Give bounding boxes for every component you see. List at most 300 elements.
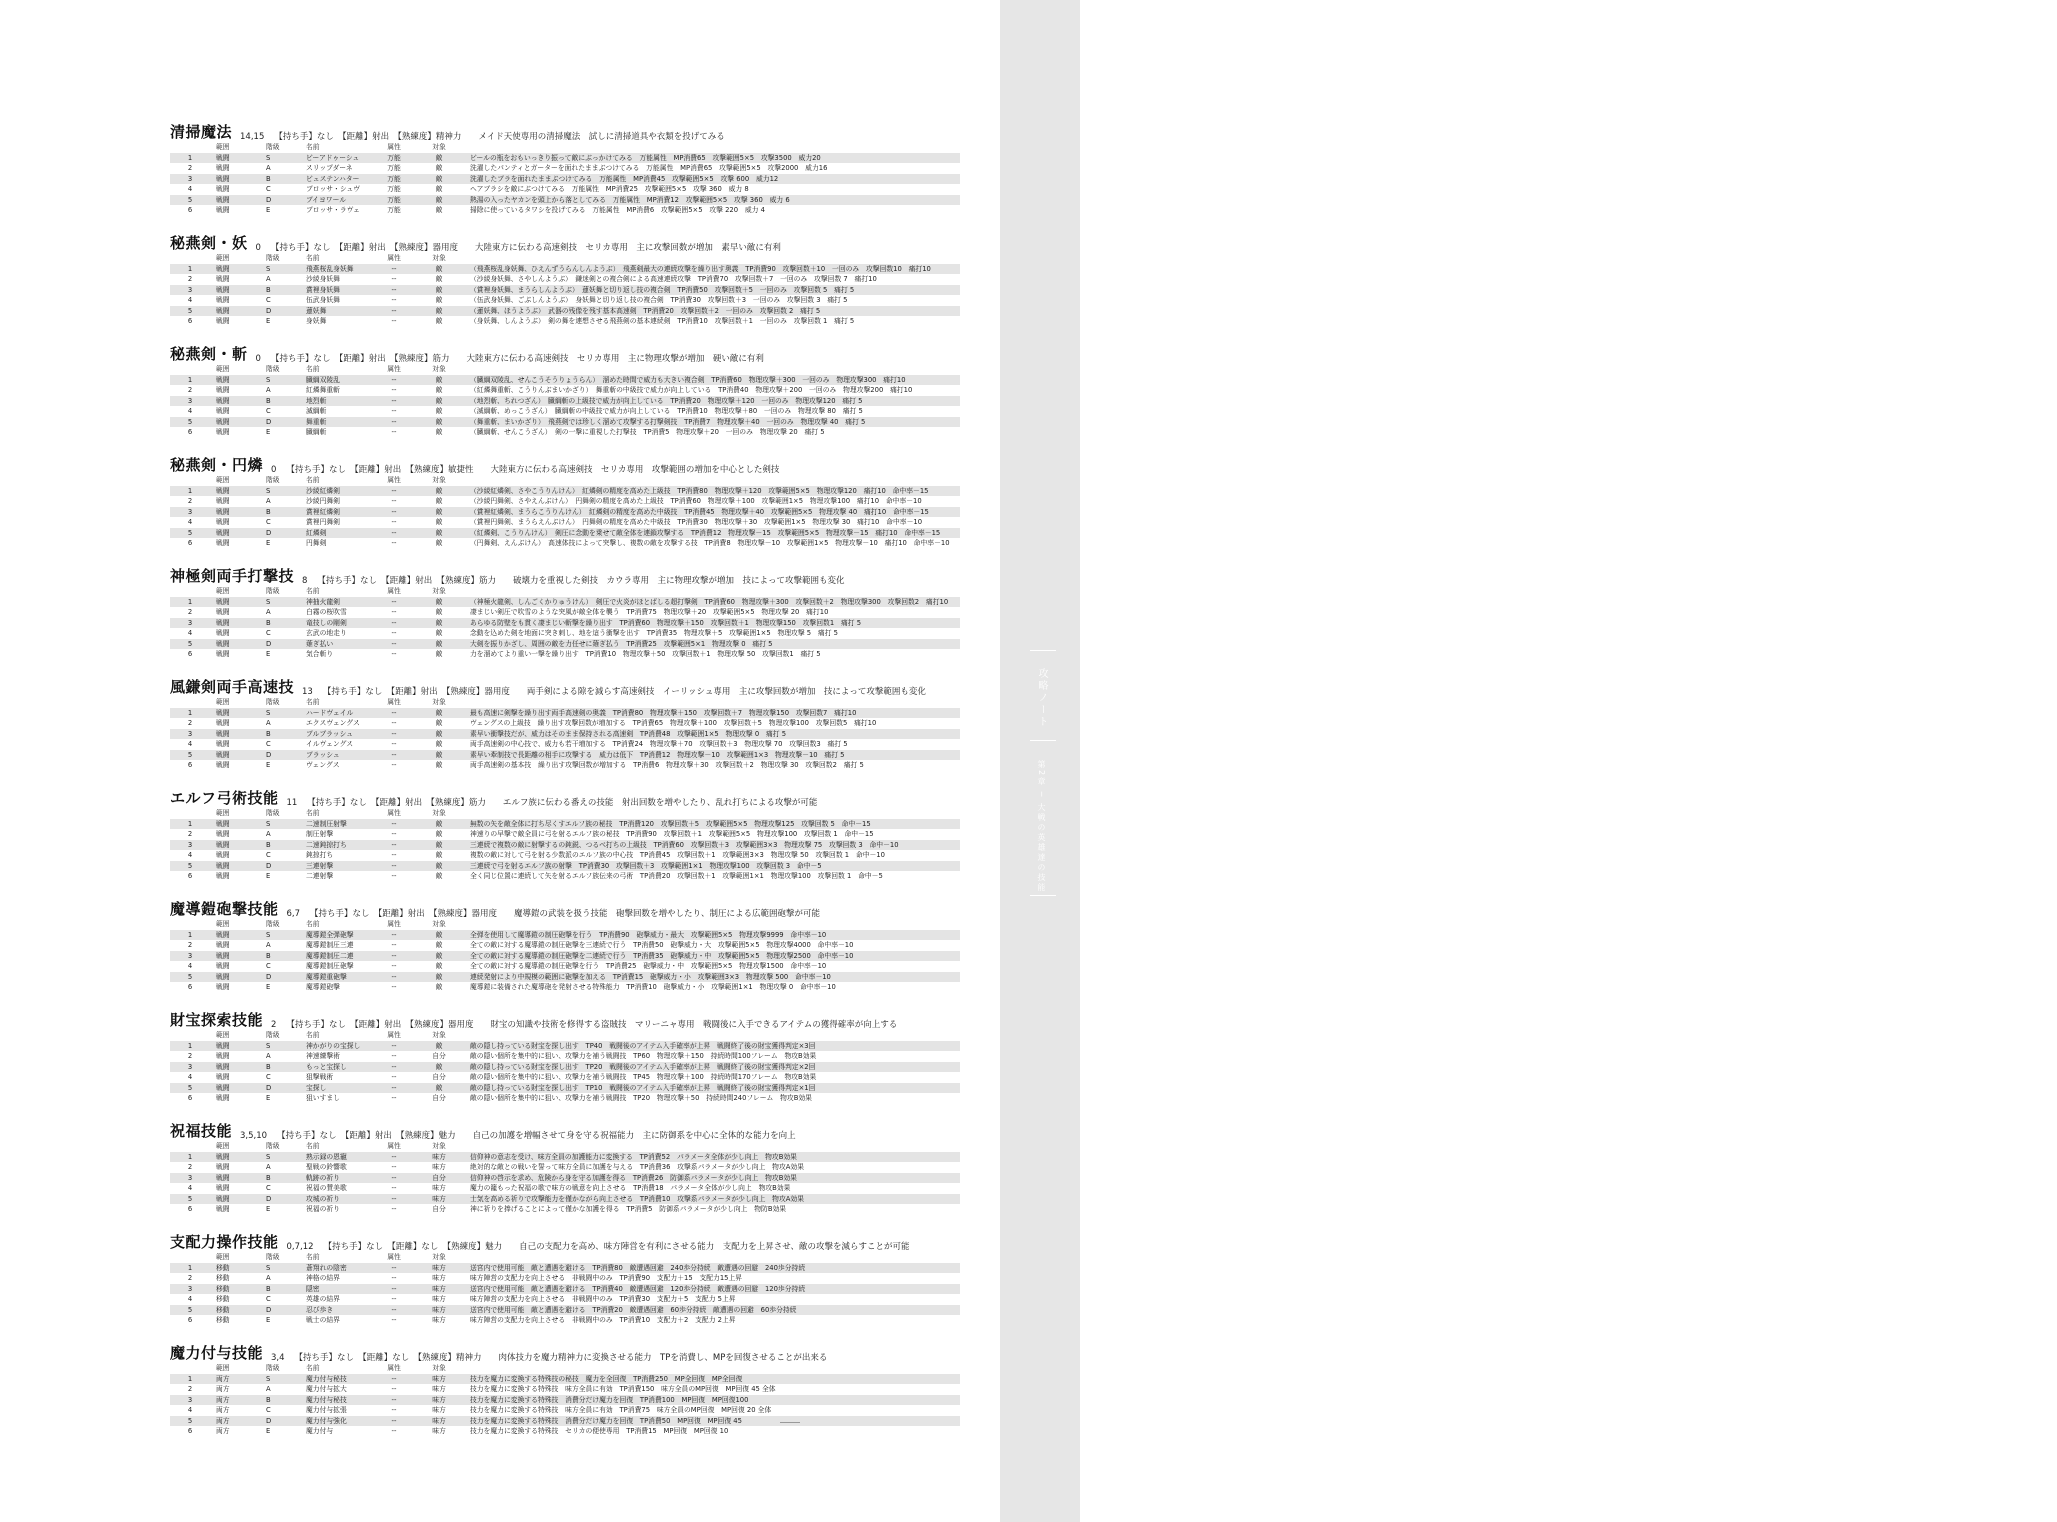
table-cell: 技力を魔力に変換する特殊技 消費分だけ魔力を回復 TP消費50 MP回復 MP回復 45 [470, 1416, 742, 1425]
table-cell: -- [391, 608, 397, 616]
section-title: 風鎌剣両手高速技 [170, 678, 295, 696]
table-row [170, 829, 960, 840]
table-cell: 味方 [432, 1163, 446, 1171]
column-header: 名前 [306, 809, 320, 817]
table-row [170, 316, 960, 327]
table-cell: 敵 [435, 518, 443, 526]
table-cell: -- [391, 1205, 397, 1213]
skill-section [170, 229, 960, 340]
table-cell: 沙綾紅燐剣 [306, 486, 340, 495]
table-cell: 戦闘 [216, 1194, 230, 1203]
table-cell: 味方 [432, 1184, 446, 1192]
table-cell: 敵 [435, 930, 443, 939]
table-cell: 滅綱斬 [306, 407, 327, 415]
table-cell: 狙撃戦術 [306, 1073, 334, 1081]
table-cell: 味方 [432, 1194, 446, 1203]
table-cell: 神に祈りを捧げることによって僅かな加護を得る TP消費5 防御系パラメータが少し向上 物防B効果 [470, 1205, 787, 1213]
table-cell: 5 [187, 528, 193, 537]
table-row [170, 153, 960, 164]
table-cell: S [266, 153, 271, 162]
table-cell: 敵 [435, 750, 443, 759]
table-row [170, 184, 960, 195]
table-cell: 送宮内で使用可能 敵と遭遇を避ける TP消費40 敵遭遇回避 120歩分持続 敵遭遇の回避 120歩分持続 [470, 1284, 806, 1293]
table-row [170, 406, 960, 417]
table-cell: -- [391, 819, 397, 828]
table-cell: 戦闘 [216, 729, 230, 738]
section-title: 神極剣両手打撃技 [170, 567, 295, 585]
section-header [170, 784, 960, 808]
table-header-row [170, 808, 960, 819]
chapter-sidebar [1000, 0, 2057, 1522]
table-cell: C [266, 1406, 271, 1414]
column-header: 階級 [266, 587, 280, 595]
table-cell: 両手高速剣の中心技で、威力も若干増加する TP消費24 物理攻撃＋70 攻撃回数＋3 物理攻撃 70 攻撃回数3 痛打 5 [470, 740, 848, 748]
table-cell: 戦闘 [216, 1205, 230, 1213]
section-header [170, 562, 960, 586]
table-cell: 万能 [387, 174, 401, 183]
table-cell: 敵 [435, 396, 443, 405]
table-cell: 戦闘 [216, 761, 230, 769]
column-header: 範囲 [216, 1031, 230, 1039]
table-cell: 両方 [216, 1395, 230, 1404]
table-cell: 敵 [435, 840, 443, 849]
table-cell: E [266, 1205, 271, 1213]
table-cell: 戦闘 [216, 164, 230, 172]
table-row [170, 1204, 960, 1215]
table-cell: C [266, 740, 271, 748]
table-cell: 3 [187, 951, 193, 960]
table-cell: 敵 [435, 861, 443, 870]
table-cell: 4 [187, 1295, 193, 1303]
table-cell: 6 [187, 983, 193, 991]
table-cell: 2 [187, 497, 193, 505]
skill-section [170, 673, 960, 784]
table-cell: 竜技しの剛剣 [306, 618, 347, 627]
column-header: 属性 [387, 1253, 401, 1261]
table-row [170, 649, 960, 660]
table-cell: 敵 [435, 275, 443, 283]
table-cell: ハードヴェイル [306, 708, 354, 717]
table-cell: -- [391, 375, 397, 384]
table-cell: -- [391, 1295, 397, 1303]
table-cell: 敵の隠し持っている財宝を探し出す TP20 戦闘後のアイテム入手確率が上昇 戦闘終了後の財宝獲得判定×2回 [470, 1062, 816, 1071]
table-cell: 4 [187, 629, 193, 637]
table-cell: 魔導鎧全弾砲撃 [306, 930, 354, 939]
section-number: 6,7 [286, 909, 301, 919]
table-cell: 3 [187, 1062, 193, 1071]
table-cell: 隠密 [306, 1284, 320, 1293]
table-cell: D [266, 417, 272, 426]
table-cell: 戦闘 [216, 386, 230, 394]
table-cell: 味方 [432, 1374, 446, 1383]
table-row [170, 163, 960, 174]
table-cell: C [266, 1073, 271, 1081]
table-cell: -- [391, 417, 397, 426]
table-cell: B [266, 174, 271, 183]
table-header-row [170, 919, 960, 930]
table-cell: 万能 [387, 164, 401, 172]
table-cell: 敵 [435, 206, 443, 214]
column-header: 階級 [266, 1031, 280, 1039]
skill-section [170, 1006, 960, 1117]
table-cell: 敵の隠い個所を集中的に狙い、攻撃力を補う戦闘技 TP60 物理攻撃＋150 持続時間100フレーム 物攻B効果 [470, 1052, 817, 1060]
table-cell: -- [391, 930, 397, 939]
table-cell: 魔力付与秘技 [306, 1395, 347, 1404]
table-cell: 戦闘 [216, 629, 230, 637]
table-cell: 戦闘 [216, 1083, 230, 1092]
table-cell: 魔力付与 [306, 1427, 334, 1435]
table-row [170, 1395, 960, 1406]
table-cell: 6 [187, 1094, 193, 1102]
skill-section [170, 784, 960, 895]
table-cell: -- [391, 1173, 397, 1182]
table-cell: 戦闘 [216, 285, 230, 294]
table-cell: -- [391, 497, 397, 505]
table-cell: -- [391, 729, 397, 738]
table-row [170, 496, 960, 507]
table-cell: 三連続で複数の敵に射撃するの鈍鋭、つるべ打ちの上級技 TP消費60 攻撃回数＋3 攻撃範囲3×3 物理攻撃 75 攻撃回数 3 命中－10 [470, 840, 899, 849]
table-cell: -- [391, 1284, 397, 1293]
table-cell: A [266, 608, 271, 616]
table-cell: 両方 [216, 1374, 230, 1383]
table-cell: 戦闘 [216, 740, 230, 748]
table-cell: 戦闘 [216, 830, 230, 838]
table-cell: 5 [187, 750, 193, 759]
section-number: 2 [271, 1020, 277, 1030]
table-cell: 聖戦の鈴響歌 [306, 1163, 347, 1171]
column-header: 名前 [306, 1031, 320, 1039]
table-cell: 戦闘 [216, 264, 230, 273]
table-header-row [170, 475, 960, 486]
table-cell: 戦闘 [216, 708, 230, 717]
section-title: 魔力付与技能 [170, 1344, 264, 1362]
table-cell: 味方陣営の支配力を向上させる 非戦闘中のみ TP消費30 支配力＋5 支配力 5上昇 [470, 1295, 736, 1303]
table-cell: 1 [187, 1263, 193, 1272]
table-cell: -- [391, 518, 397, 526]
table-cell: 戦闘 [216, 719, 230, 727]
table-cell: -- [391, 396, 397, 405]
table-cell: 味方 [432, 1305, 446, 1314]
table-cell: ビュステンハター [306, 174, 360, 183]
section-info: 【持ち手】なし 【距離】射出 【熟練度】器用度 大陸東方に伝わる高速剣技 セリカ専用 主に攻撃回数が増加 素早い敵に有利 [270, 243, 781, 253]
table-cell: （滅綱斬、めっこうざん） 臓綱斬の中級技で威力が向上している TP消費10 物理攻撃＋80 一回のみ 物理攻撃 80 痛打 5 [470, 407, 863, 415]
table-cell: 地烈斬 [306, 396, 327, 405]
table-cell: 伍武身妖舞 [306, 296, 340, 304]
table-cell: -- [391, 1073, 397, 1081]
section-number: 8 [302, 576, 308, 586]
table-cell: 敵 [435, 650, 443, 658]
table-cell: 3 [187, 1284, 193, 1293]
table-row [170, 750, 960, 761]
table-cell: 5 [187, 417, 193, 426]
table-cell: -- [391, 285, 397, 294]
table-cell: 神速りの早撃で敵全員に弓を射るエルフ族の秘技 TP消費90 攻撃回数＋1 攻撃範囲5×5 物理攻撃100 攻撃回数 1 命中－15 [470, 830, 874, 838]
column-header: 階級 [266, 1253, 280, 1261]
table-cell: 忍び歩き [306, 1305, 334, 1314]
table-row [170, 628, 960, 639]
table-cell: （伍武身妖舞、ごぶしんようぶ） 身妖舞と切り返し技の複合剣 TP消費30 攻撃回数＋3 一回のみ 攻撃回数 3 痛打 5 [470, 296, 848, 304]
skill-section [170, 340, 960, 451]
table-row [170, 940, 960, 951]
column-header: 範囲 [216, 143, 230, 151]
table-cell: 味方 [432, 1274, 446, 1282]
table-cell: （蓮妖舞、ほうようぶ） 武器の残像を残す基本高速剣 TP消費20 攻撃回数＋2 一回のみ 攻撃回数 2 痛打 5 [470, 306, 821, 315]
table-cell: 敵の隠い個所を集中的に狙い、攻撃力を補う戦闘技 TP20 物理攻撃＋50 持続時間240フレーム 物攻B効果 [470, 1094, 812, 1102]
column-header: 範囲 [216, 587, 230, 595]
table-cell: 5 [187, 1083, 193, 1092]
table-header-row [170, 364, 960, 375]
table-cell: 両方 [216, 1406, 230, 1414]
table-cell: 戦闘 [216, 1094, 230, 1102]
section-header [170, 1006, 960, 1030]
table-cell: 6 [187, 1427, 193, 1435]
table-row [170, 205, 960, 216]
table-cell: 戦闘 [216, 983, 230, 991]
table-row [170, 708, 960, 719]
table-row [170, 195, 960, 206]
table-cell: 凄まじい剣圧で吹雪のような突風が敵全体を襲う TP消費75 物理攻撃＋20 攻撃範囲5×5 物理攻撃 20 痛打10 [470, 608, 829, 616]
table-cell: 素早い牽制技で長距離の相手に攻撃する 威力は低下 TP消費12 物理攻撃－10 攻撃範囲1×3 物理攻撃－10 痛打 5 [470, 750, 845, 759]
table-cell: A [266, 1274, 271, 1282]
table-cell: S [266, 930, 271, 939]
table-cell: （飛燕桜乱身妖舞、ひえんずうらんしんようぶ） 飛燕剣最大の連続攻撃を繰り出す奥義 TP消費90 攻撃回数＋10 一回のみ 攻撃回数10 痛打10 [470, 264, 931, 273]
table-cell: B [266, 951, 271, 960]
table-cell: 戦闘 [216, 275, 230, 283]
table-cell: 敵 [435, 819, 443, 828]
table-cell: C [266, 1295, 271, 1303]
section-info: 【持ち手】なし 【距離】なし 【熟練度】魅力 自己の支配力を高め、味方陣営を有利にさせる能力 支配力を上昇させ、敵の攻撃を減らすことが可能 [323, 1242, 910, 1252]
table-cell: 4 [187, 296, 193, 304]
section-header [170, 1228, 960, 1252]
table-cell: 戦闘 [216, 819, 230, 828]
table-cell: -- [391, 507, 397, 516]
section-header [170, 229, 960, 253]
table-cell: 複数の敵に対して弓を射る少数派のエルフ族の中心技 TP消費45 攻撃回数＋1 攻撃範囲3×3 物理攻撃 50 攻撃回数 1 命中－10 [470, 851, 885, 859]
table-cell: ブイヨワール [306, 195, 347, 204]
table-cell: -- [391, 428, 397, 436]
column-header: 対象 [432, 1364, 446, 1372]
table-cell: 味方 [432, 1395, 446, 1404]
table-cell: 祝福の祈り [306, 1205, 340, 1213]
table-cell: 戦闘 [216, 1073, 230, 1081]
table-cell: 魔導鎧制圧砲撃 [306, 962, 354, 970]
table-cell: 賞裡円舞剣 [306, 518, 340, 526]
table-cell: 4 [187, 407, 193, 415]
column-header: 階級 [266, 1142, 280, 1150]
table-cell: D [266, 1083, 272, 1092]
table-cell: 敵 [435, 761, 443, 769]
table-cell: 自分 [432, 1173, 446, 1182]
table-cell: 戦闘 [216, 872, 230, 880]
table-cell: 両方 [216, 1427, 230, 1435]
table-cell: 戦闘 [216, 396, 230, 405]
table-cell: 敵 [435, 830, 443, 838]
page-number: 109 [2026, 1388, 2057, 1407]
table-cell: D [266, 1305, 272, 1314]
table-cell: 戦闘 [216, 153, 230, 162]
table-cell: 敵 [435, 285, 443, 294]
table-cell: 3 [187, 396, 193, 405]
table-cell: 戦闘 [216, 750, 230, 759]
table-header-row [170, 586, 960, 597]
table-cell: 5 [187, 861, 193, 870]
table-cell: 薙ぎ払い [306, 639, 334, 648]
table-row [170, 1384, 960, 1395]
table-cell: C [266, 1184, 271, 1192]
table-cell: 戦闘 [216, 861, 230, 870]
column-header: 階級 [266, 920, 280, 928]
table-cell: 両方 [216, 1385, 230, 1393]
table-cell: -- [391, 708, 397, 717]
table-cell: 1 [187, 597, 193, 606]
table-row [170, 507, 960, 518]
table-cell: D [266, 639, 272, 648]
table-cell: 神格の結界 [306, 1274, 340, 1282]
table-cell: 5 [187, 1305, 193, 1314]
table-cell: B [266, 507, 271, 516]
table-cell: 敵 [435, 417, 443, 426]
table-cell: 敵 [435, 407, 443, 415]
table-cell: -- [391, 618, 397, 627]
table-cell: 戦闘 [216, 1173, 230, 1182]
table-cell: 魔導鎧制圧二連 [306, 951, 354, 960]
table-cell: -- [391, 539, 397, 547]
table-cell: 戦闘 [216, 507, 230, 516]
table-cell: 二速鈍掠打ち [306, 840, 347, 849]
column-header: 階級 [266, 698, 280, 706]
table-cell: C [266, 851, 271, 859]
column-header: 階級 [266, 1364, 280, 1372]
column-header: 属性 [387, 365, 401, 373]
table-cell: 2 [187, 1385, 193, 1393]
table-cell: S [266, 1152, 271, 1161]
table-cell: -- [391, 851, 397, 859]
table-row [170, 729, 960, 740]
column-header: 範囲 [216, 1142, 230, 1150]
table-row [170, 1093, 960, 1104]
table-row [170, 1194, 960, 1205]
table-cell: 4 [187, 518, 193, 526]
column-header: 対象 [432, 920, 446, 928]
table-cell: 万能 [387, 153, 401, 162]
table-row [170, 597, 960, 608]
table-cell: 神速練撃術 [306, 1052, 340, 1060]
table-row [170, 607, 960, 618]
table-cell: ビーアドゥーシュ [306, 153, 360, 162]
table-cell: 舞重斬 [306, 417, 327, 426]
table-cell: 戦闘 [216, 296, 230, 304]
table-cell: E [266, 1094, 271, 1102]
table-row [170, 528, 960, 539]
table-cell: 移動 [216, 1316, 230, 1324]
section-header [170, 118, 960, 142]
table-cell: D [266, 750, 272, 759]
table-cell: -- [391, 1152, 397, 1161]
table-cell: 味方 [432, 1385, 446, 1393]
table-row [170, 850, 960, 861]
column-header: 範囲 [216, 365, 230, 373]
table-cell: 敵 [435, 972, 443, 981]
table-row [170, 739, 960, 750]
column-header: 対象 [432, 587, 446, 595]
table-header-row [170, 697, 960, 708]
column-header: 属性 [387, 698, 401, 706]
table-cell: （沙綾円舞剣、さやえんぶけん） 円舞剣の精度を高めた上級技 TP消費60 物理攻撃＋100 攻撃範囲1×5 物理攻撃100 痛打10 命中率－10 [470, 497, 922, 505]
table-cell: 玄武の地走り [306, 629, 347, 637]
section-title: 秘燕剣・円燐 [170, 456, 264, 474]
table-cell: ヴェングスの上級技 繰り出す攻撃回数が増加する TP消費65 物理攻撃＋100 攻撃回数＋5 物理攻撃100 攻撃回数5 痛打10 [470, 719, 877, 727]
section-info: 【持ち手】なし 【距離】射出 【熟練度】敏捷性 大陸東方に伝わる高速剣技 セリカ専用 攻撃範囲の増加を中心とした剣技 [286, 465, 780, 475]
table-row [170, 930, 960, 941]
table-cell: 掃除に使っているタワシを投げてみる 万能属性 MP消費6 攻撃範囲5×5 攻撃 220 威力 4 [470, 206, 765, 214]
table-row [170, 1173, 960, 1184]
table-cell: -- [391, 740, 397, 748]
table-cell: 敵 [435, 539, 443, 547]
column-header: 階級 [266, 809, 280, 817]
table-row [170, 1041, 960, 1052]
table-cell: E [266, 650, 271, 658]
table-cell: 3 [187, 840, 193, 849]
table-cell: 敵 [435, 317, 443, 325]
table-row [170, 1374, 960, 1385]
table-cell: -- [391, 830, 397, 838]
column-header: 属性 [387, 1142, 401, 1150]
table-cell: 力を溜めてより重い一撃を繰り出す TP消費10 物理攻撃＋50 攻撃回数＋1 物理攻撃 50 攻撃回数1 痛打 5 [470, 650, 821, 658]
table-cell: C [266, 185, 271, 193]
table-cell: 自分 [432, 1073, 446, 1081]
table-cell: 万能 [387, 206, 401, 214]
table-cell: 敵 [435, 164, 443, 172]
table-cell: B [266, 1173, 271, 1182]
table-header-row [170, 253, 960, 264]
sidebar-rule [1030, 895, 1056, 896]
table-cell: -- [391, 1374, 397, 1383]
table-cell: A [266, 830, 271, 838]
column-header: 名前 [306, 365, 320, 373]
table-cell: 3 [187, 285, 193, 294]
table-cell: 5 [187, 972, 193, 981]
column-header: 対象 [432, 1142, 446, 1150]
table-header-row [170, 1141, 960, 1152]
column-header: 属性 [387, 920, 401, 928]
table-cell: 技力を魔力に変換する特殊技 味方全員に有効 TP消費150 味方全員のMP回復 MP回復 45 全体 [470, 1385, 776, 1393]
section-number: 13 [302, 687, 313, 697]
table-cell: 敵 [435, 872, 443, 880]
table-row [170, 982, 960, 993]
table-cell: 戦闘 [216, 206, 230, 214]
table-cell: -- [391, 840, 397, 849]
table-cell: 6 [187, 872, 193, 880]
table-cell: E [266, 539, 271, 547]
table-cell: 敵 [435, 608, 443, 616]
table-cell: -- [391, 386, 397, 394]
table-cell: 3 [187, 507, 193, 516]
table-cell: 宝探し [306, 1083, 327, 1092]
table-cell: 敵 [435, 174, 443, 183]
table-cell: 戦闘 [216, 972, 230, 981]
section-info: 【持ち手】なし 【距離】射出 【熟練度】筋力 大陸東方に伝わる高速剣技 セリカ専用 主に物理攻撃が増加 硬い敵に有利 [270, 354, 764, 364]
column-header: 属性 [387, 143, 401, 151]
section-title: 秘燕剣・妖 [170, 234, 248, 252]
column-header: 範囲 [216, 698, 230, 706]
column-header: 属性 [387, 809, 401, 817]
table-row [170, 1416, 960, 1427]
table-cell: -- [391, 629, 397, 637]
table-cell: スリップダーネ [306, 164, 353, 172]
table-cell: 4 [187, 1073, 193, 1081]
table-cell: B [266, 618, 271, 627]
table-cell: （賞裡身妖舞、まうらしんようぶ） 蓮妖舞と切り返し技の複合剣 TP消費50 攻撃回数＋5 一回のみ 攻撃回数 5 痛打 5 [470, 285, 855, 294]
